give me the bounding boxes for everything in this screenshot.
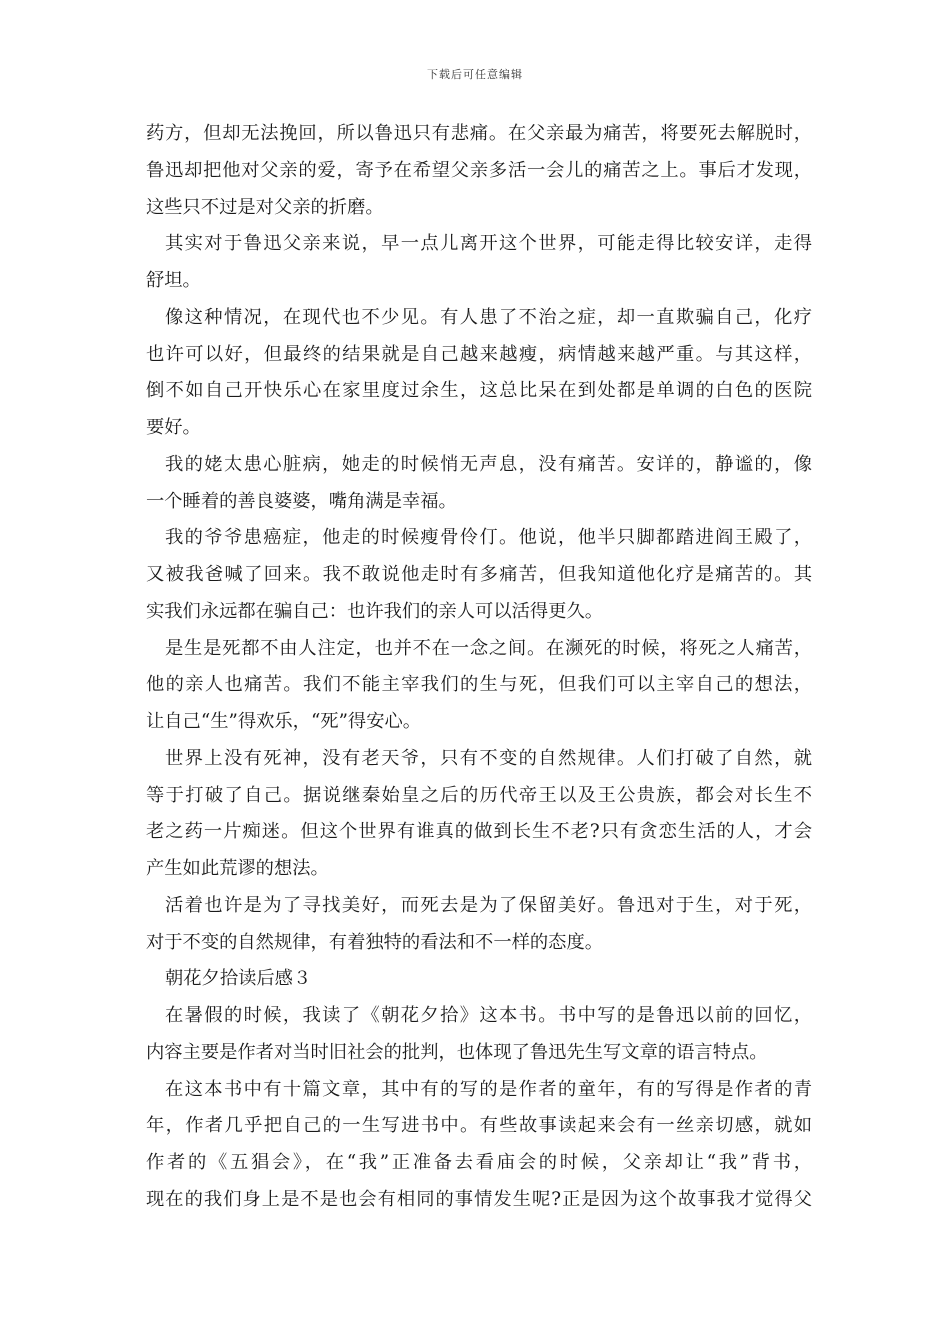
text-line: 朝花夕拾读后感３: [165, 968, 312, 990]
text-line: 世界上没有死神，没有老天爷，只有不变的自然规律。人们打破了自然，就: [165, 747, 812, 769]
page-header: 下载后可任意编辑: [427, 68, 523, 81]
text-line: 一个睡着的善良婆婆，嘴角满是幸福。: [146, 490, 457, 512]
text-line: 药方，但却无法挽回，所以鲁迅只有悲痛。在父亲最为痛苦，将要死去解脱时，: [146, 123, 812, 144]
text-line: 老之药一片痴迷。但这个世界有谁真的做到长生不老?只有贪恋生活的人，才会: [146, 821, 812, 843]
text-line: 这些只不过是对父亲的折磨。: [146, 196, 384, 218]
text-line: 在这本书中有十篇文章，其中有的写的是作者的童年，有的写得是作者的青: [165, 1078, 812, 1100]
text-line: 是生是死都不由人注定，也并不在一念之间。在濒死的时候，将死之人痛苦，: [165, 637, 812, 659]
text-line: 我的姥太患心脏病，她走的时候悄无声息，没有痛苦。安详的，静谧的，像: [165, 453, 812, 475]
text-line: 我的爷爷患癌症，他走的时候瘦骨伶仃。他说，他半只脚都踏进阎王殿了，: [165, 527, 812, 549]
text-line: 内容主要是作者对当时旧社会的批判，也体现了鲁迅先生写文章的语言特点。: [146, 1041, 768, 1063]
text-line: 他的亲人也痛苦。我们不能主宰我们的生与死，但我们可以主宰自己的想法，: [146, 674, 812, 696]
text-line: 要好。: [146, 417, 201, 438]
text-line: 活着也许是为了寻找美好，而死去是为了保留美好。鲁迅对于生，对于死，: [165, 894, 812, 916]
text-line: 舒坦。: [146, 270, 201, 291]
document-body: [146, 116, 812, 1219]
text-line: 等于打破了自己。据说继秦始皇之后的历代帝王以及王公贵族，都会对长生不: [146, 784, 812, 806]
text-line: 鲁迅却把他对父亲的爱，寄予在希望父亲多活一会儿的痛苦之上。事后才发现，: [146, 159, 812, 181]
text-line: 像这种情况，在现代也不少见。有人患了不治之症，却一直欺骗自己，化疗: [165, 306, 812, 328]
text-line: 产生如此荒谬的想法。: [146, 858, 329, 879]
text-line: 对于不变的自然规律，有着独特的看法和不一样的态度。: [146, 931, 604, 953]
text-line: 其实对于鲁迅父亲来说，早一点儿离开这个世界，可能走得比较安详，走得: [165, 233, 812, 255]
text-line: 实我们永远都在骗自己：也许我们的亲人可以活得更久。: [146, 600, 604, 622]
text-line: 倒不如自己开快乐心在家里度过余生，这总比呆在到处都是单调的白色的医院: [146, 380, 812, 402]
text-line: 让自己“生”得欢乐，“死”得安心。: [146, 711, 422, 732]
text-line: 作者的《五猖会》，在“我”正准备去看庙会的时候，父亲却让“我”背书，: [146, 1152, 812, 1173]
text-line: 也许可以好，但最终的结果就是自己越来越瘦，病情越来越严重。与其这样，: [146, 343, 812, 365]
text-line: 又被我爸喊了回来。我不敢说他走时有多痛苦，但我知道他化疗是痛苦的。其: [146, 564, 812, 585]
text-line: 年，作者几乎把自己的一生写进书中。有些故事读起来会有一丝亲切感，就如: [146, 1115, 812, 1137]
text-line: 在暑假的时候，我读了《朝花夕拾》这本书。书中写的是鲁迅以前的回忆，: [165, 1005, 812, 1026]
text-line: 现在的我们身上是不是也会有相同的事情发生呢?正是因为这个故事我才觉得父: [146, 1188, 812, 1210]
